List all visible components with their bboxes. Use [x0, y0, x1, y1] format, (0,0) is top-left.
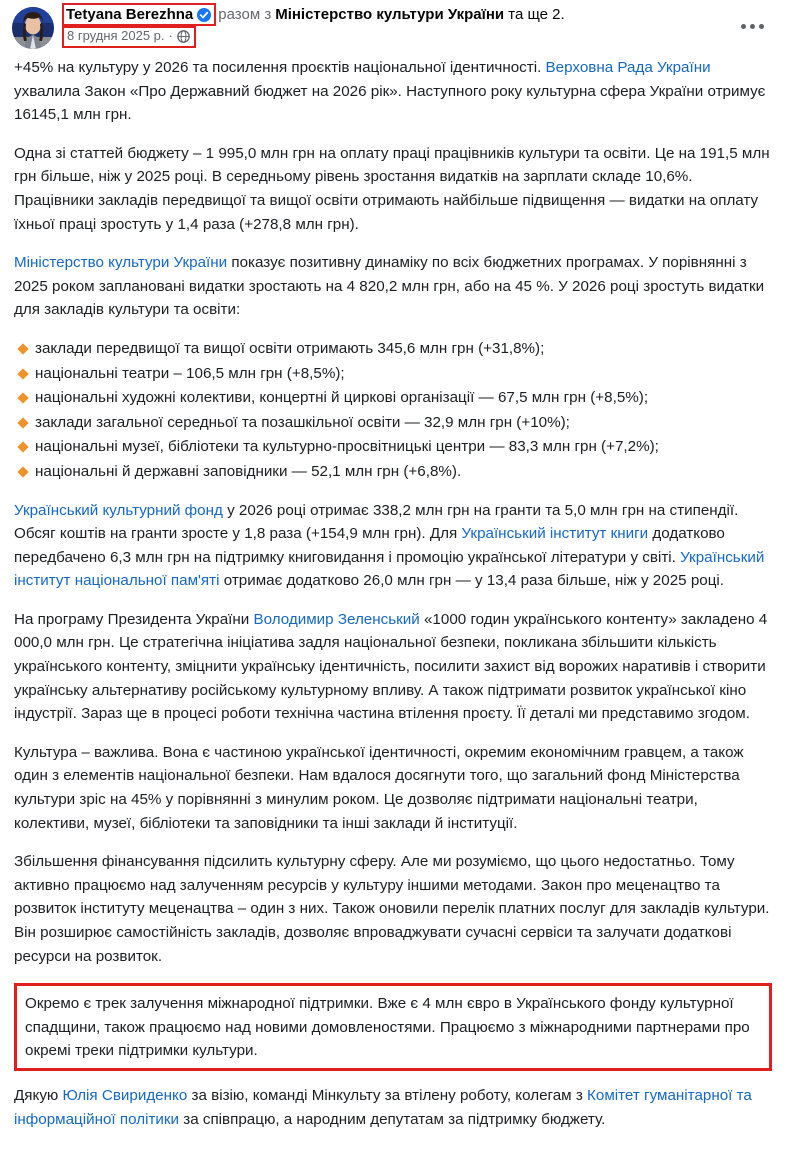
- post-header: [0, 0, 786, 56]
- meta-separator: ·: [168, 28, 173, 44]
- header-text-block: [64, 4, 786, 46]
- list-item-text: національні музеї, бібліотеки та культурно-просвітницькі центри — 83,3 млн грн (+7,2%);: [35, 438, 659, 456]
- diamond-bullet-icon: [17, 417, 28, 428]
- p5-text-a: у 2026 році отримає 338,2 млн грн на гранти та 5,0 млн грн на стипендії. Обсяг коштів на гранти зросте у 1,8 раза (+154,9 млн грн). Для: [14, 501, 739, 543]
- list-item-text: національні й державні заповідники — 52,1 млн грн (+6,8%).: [35, 462, 462, 480]
- link-humanitarian-committee[interactable]: Комітет гуманітарної та інформаційної політики: [14, 1086, 752, 1128]
- list-item-text: національні художні колективи, концертні й циркові організації — 67,5 млн грн (+8,5%);: [35, 389, 649, 407]
- more-options-button[interactable]: [736, 14, 768, 38]
- list-item-text: національні театри – 106,5 млн грн (+8,5%);: [35, 364, 345, 382]
- p5-text-b: додатково передбачено 6,3 млн грн на підтримку книговидання і промоцію української літератури у світі.: [14, 525, 725, 566]
- list-item: [14, 435, 772, 459]
- paragraph-7: Культура – важлива. Вона є частиною української ідентичності, окремим економічним гравцем, а також один з елементів національної безпеки. Нам вдалося досягнути того, що загальний фонд Міністерства культури зріс на 45% у порівнянні з минулим роком. Це дозволяє підтримати національні театри, колективи, музеї, бібліотеки та заповідники та інші заклади й інституції.: [14, 743, 744, 832]
- byline-others-text: та ще 2.: [508, 6, 565, 23]
- p10-text-c: за співпрацю, а народним депутатам за підтримку бюджету.: [179, 1110, 606, 1128]
- p6-text-b: «1000 годин українського контенту» закладено 4 000,0 млн грн. Це стратегічна ініціатива задля національної безпеки, покликана збільшити кількість українського контенту, зміцнити українську ідентичність, посилити захист від ворожих наративів і створити українську альтернативу російському культурному впливу. А також підтримати розвиток української кіно індустрії. Зараз ще в процесі роботи технічна частина втілення проєту. Її деталі ми представимо згодом.: [14, 610, 768, 723]
- link-ministry-of-culture[interactable]: Міністерство культури України: [14, 254, 228, 272]
- avatar[interactable]: [12, 7, 54, 49]
- diamond-bullet-icon: [17, 368, 28, 379]
- link-yulia-svyrydenko[interactable]: Юлія Свириденко: [62, 1086, 188, 1104]
- bottom-spacer: [14, 1146, 772, 1152]
- verified-badge-icon: [197, 8, 211, 22]
- paragraph-3: [14, 251, 772, 322]
- byline-with-text: разом з: [218, 6, 272, 23]
- post-timestamp[interactable]: 8 грудня 2025 р.: [67, 28, 165, 44]
- link-verkhovna-rada[interactable]: Верховна Рада України: [545, 59, 711, 76]
- globe-icon[interactable]: [177, 30, 190, 43]
- link-volodymyr-zelensky[interactable]: Володимир Зеленський: [253, 610, 420, 628]
- diamond-bullet-icon: [17, 442, 28, 453]
- author-name[interactable]: Tetyana Berezhna: [66, 6, 194, 23]
- meta-row: [64, 28, 786, 46]
- diamond-bullet-icon: [17, 466, 28, 477]
- p10-text-b: за візію, команді Мінкульту за втілену роботу, колегам з: [187, 1086, 588, 1104]
- list-item: [14, 411, 772, 435]
- byline-others[interactable]: [508, 6, 564, 23]
- diamond-bullet-icon: [17, 392, 28, 403]
- link-institute-national-memory[interactable]: Український інститут національної пам'яті: [14, 548, 765, 590]
- p3-text: показує позитивну динаміку по всіх бюджетних програмах. У порівнянні з 2025 роком заплановані видатки зростають на 4 820,2 млн грн, або на 45 %. У 2026 році зростуть видатки для закладів культури та освіти:: [14, 254, 765, 319]
- list-item-text: заклади передвищої та вищої освіти отримають 345,6 млн грн (+31,8%);: [35, 339, 545, 357]
- paragraph-5: [14, 499, 772, 593]
- paragraph-10: [14, 1084, 772, 1131]
- p1-text-b: ухвалила Закон «Про Державний бюджет на 2026 рік». Наступного року культурна сфера України отримує 16145,1 млн грн.: [14, 82, 766, 124]
- byline-coauthor[interactable]: Міністерство культури України: [275, 6, 505, 23]
- link-ukrainian-cultural-fund[interactable]: Український культурний фонд: [14, 501, 223, 519]
- list-item: [14, 362, 772, 386]
- budget-bullet-list: [14, 337, 772, 484]
- p1-text-a: +45% на культуру у 2026 та посилення проєктів національної ідентичності.: [14, 59, 546, 76]
- timestamp-highlight[interactable]: [64, 28, 194, 46]
- paragraph-8: Збільшення фінансування підсилить культурну сферу. Але ми розуміємо, що цього недостатньо. Тому активно працюємо над залученням ресурсів у культуру іншими методами. Закон про меценацтво та розвиток інституту меценацтва – один з них. Також оновили перелік платних послуг для закладів культури. Він розширює самостійність закладів, дозволяє впроваджувати сучасні сервіси та залучати додаткові ресурси на розвиток.: [14, 853, 770, 965]
- post-body: [0, 56, 786, 1152]
- p6-text-a: На програму Президента України: [14, 610, 254, 628]
- link-ukrainian-book-institute[interactable]: Український інститут книги: [461, 525, 649, 543]
- paragraph-6: [14, 608, 772, 726]
- list-item: [14, 460, 772, 484]
- paragraph-2: Одна зі статтей бюджету – 1 995,0 млн грн на оплату праці працівників культури та освіти. Це на 191,5 млн грн більше, ніж у 2025 році. В середньому рівень зростання видатків на зарплати складе 10,6%. Працівники закладів передвищої та вищої освіти отримають найбільше підвищення — видатки на оплату їхньої праці зростуть у 1,4 раза (+278,8 млн грн).: [14, 144, 770, 233]
- highlighted-paragraph: Окремо є трек залучення міжнародної підтримки. Вже є 4 млн євро в Українського фонду культурної спадщини, також працюємо над новими домовленостями. Працюємо з міжнародними партнерами про окремі треки підтримки культури.: [14, 983, 772, 1071]
- list-item-text: заклади загальної середньої та позашкільної освіти — 32,9 млн грн (+10%);: [35, 413, 570, 431]
- diamond-bullet-icon: [17, 343, 28, 354]
- author-name-highlight[interactable]: [64, 5, 214, 24]
- ellipsis-dot-1: [741, 24, 746, 29]
- p10-text-a: Дякую: [14, 1086, 63, 1104]
- list-item: [14, 386, 772, 410]
- list-item: [14, 337, 772, 361]
- paragraph-1: [14, 56, 772, 127]
- byline: [64, 5, 786, 24]
- p5-text-c: отримає додатково 26,0 млн грн — у 13,4 раза більше, ніж у 2025 році.: [219, 572, 725, 590]
- ellipsis-dot-2: [750, 24, 755, 29]
- ellipsis-dot-3: [759, 24, 764, 29]
